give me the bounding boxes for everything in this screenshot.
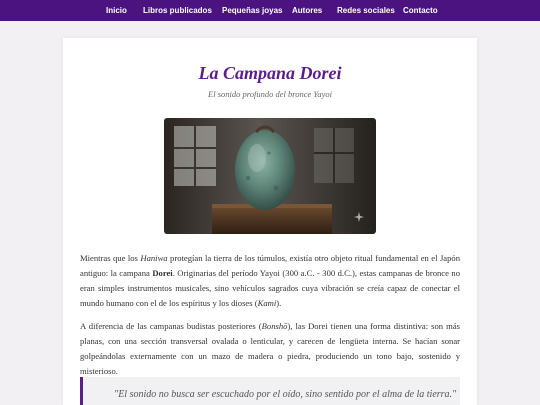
article-subtitle: El sonido profundo del bronce Yayoi	[208, 89, 332, 99]
top-navbar	[0, 0, 540, 21]
nav-link-contacto[interactable]: Contacto	[403, 6, 438, 15]
article-title: La Campana Dorei	[198, 63, 342, 83]
text-run: . Originarias del período Yayoi (300 a.C. - 300 d.C.), estas campanas de bronce no eran simples instrumentos musicales, sino vehículos sagrados cuya vibración se creía capaz de conectar el mundo humano con el de los espíritus y los dioses (	[80, 268, 460, 308]
nav-link-redes-sociales[interactable]: Redes sociales	[337, 6, 395, 15]
hero-image	[164, 118, 376, 234]
term-bonsho: Bonshō	[261, 321, 288, 331]
text-run: protegían la tierra de los túmulos, existía otro objeto ritual fundamental en el Japón antiguo: la campana	[80, 253, 460, 278]
article-paragraph-1	[80, 251, 460, 311]
nav-link-libros-publicados[interactable]: Libros publicados	[143, 6, 212, 15]
blockquote-text: "El sonido no busca ser escuchado por el oído, sino sentido por el alma de la tierra."	[114, 389, 457, 400]
sparkle-icon	[354, 212, 364, 222]
text-run: Mientras que los	[80, 253, 141, 263]
term-haniwa: Haniwa	[140, 253, 168, 263]
text-run: ).	[276, 298, 282, 308]
term-dorei: Dorei	[152, 268, 173, 278]
nav-link-inicio[interactable]: Inicio	[106, 6, 127, 15]
text-run: A diferencia de las campanas budistas posteriores (	[80, 321, 262, 331]
article-paragraph-2	[80, 319, 460, 379]
nav-link-autores[interactable]: Autores	[292, 6, 323, 15]
text-run: ), las Dorei tienen una forma distintiva: son más planas, con una sección transversal ovalada o lenticular, y carecen de lengüeta interna. Se hacían sonar golpeándolas externamente con un mazo de madera o piedra, produciendo un tono bajo, sostenido y misterioso.	[80, 321, 460, 376]
nav-link-pequenas-joyas[interactable]: Pequeñas joyas	[222, 6, 283, 15]
term-kami: Kami	[257, 298, 277, 308]
